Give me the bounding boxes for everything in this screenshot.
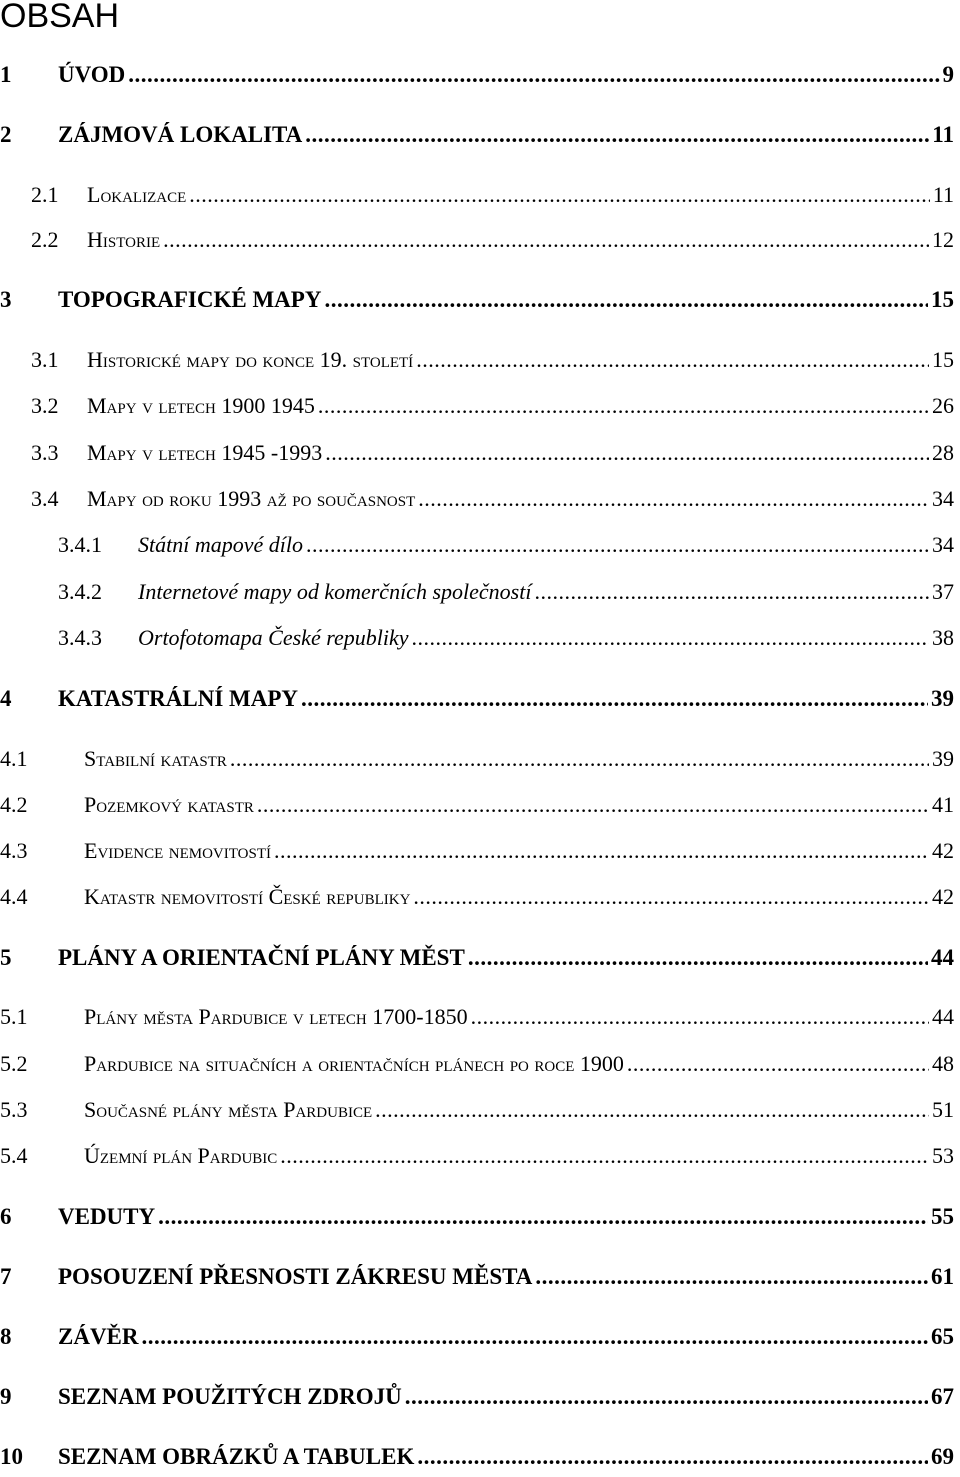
toc-entry-page: 48: [932, 1051, 954, 1076]
toc-entry[interactable]: [0, 122, 954, 152]
toc-entry-label: Internetové mapy od komerčních společností: [138, 579, 532, 604]
toc-entry[interactable]: [0, 1444, 954, 1474]
toc-entry[interactable]: [0, 182, 954, 212]
toc-entry-label: POSOUZENÍ PŘESNOSTI ZÁKRESU MĚSTA: [58, 1264, 533, 1289]
toc-entry[interactable]: [0, 1004, 954, 1034]
toc-entry[interactable]: [0, 440, 954, 470]
toc-entry-page: 61: [931, 1264, 954, 1289]
toc-entry-number: 4.2: [0, 792, 28, 817]
toc-entry-number: 3.4.2: [58, 579, 102, 604]
toc-entry-label: Lokalizace: [87, 182, 187, 207]
toc-entry-label: VEDUTY: [58, 1204, 156, 1229]
toc-entry-number: 3.3: [31, 440, 59, 465]
toc-entry[interactable]: [0, 945, 954, 975]
toc-entry[interactable]: [0, 1324, 954, 1354]
toc-entry-number: 8: [0, 1324, 12, 1349]
toc-entry-page: 42: [932, 884, 954, 909]
toc-entry-number: 3: [0, 287, 12, 312]
toc-entry-label: Státní mapové dílo: [138, 532, 303, 557]
toc-entry-number: 3.4.3: [58, 625, 102, 650]
toc-dot-leader: [306, 532, 929, 558]
toc-entry-label: Plány města Pardubice v letech 1700-1850: [84, 1004, 468, 1029]
toc-entry[interactable]: [0, 686, 954, 716]
toc-entry-page: 51: [932, 1097, 954, 1122]
toc-dot-leader: [413, 884, 929, 910]
toc-entry-page: 38: [932, 625, 954, 650]
toc-dot-leader: [468, 945, 928, 971]
toc-entry-number: 3.2: [31, 393, 59, 418]
toc-entry-number: 5.1: [0, 1004, 28, 1029]
toc-entry-number: 3.4: [31, 486, 59, 511]
toc-entry-number: 5: [0, 945, 12, 970]
toc-dot-leader: [280, 1143, 929, 1169]
toc-entry-page: 12: [932, 227, 954, 252]
toc-entry-label: Mapy v letech 1900 1945: [87, 393, 315, 418]
toc-entry-page: 69: [931, 1444, 954, 1469]
toc-entry-label: Pardubice na situačních a orientačních plánech po roce 1900: [84, 1051, 624, 1076]
toc-entry-page: 44: [931, 945, 954, 970]
toc-entry-label: Historické mapy do konce 19. století: [87, 347, 414, 372]
toc-entry[interactable]: [0, 838, 954, 868]
toc-entry-page: 67: [931, 1384, 954, 1409]
toc-entry-page: 42: [932, 838, 954, 863]
toc-entry-label: Pozemkový katastr: [84, 792, 254, 817]
toc-entry[interactable]: [0, 1097, 954, 1127]
toc-dot-leader: [416, 347, 929, 373]
toc-entry-number: 4: [0, 686, 12, 711]
toc-entry[interactable]: [0, 746, 954, 776]
toc-entry-page: 34: [932, 486, 954, 511]
toc-dot-leader: [411, 625, 929, 651]
toc-entry[interactable]: [0, 532, 954, 562]
toc-entry-label: Katastr nemovitostí České republiky: [84, 884, 411, 909]
toc-entry-label: SEZNAM OBRÁZKŮ A TABULEK: [58, 1444, 415, 1469]
toc-entry-label: TOPOGRAFICKÉ MAPY: [58, 287, 322, 312]
toc-entry-page: 44: [932, 1004, 954, 1029]
toc-entry-page: 55: [931, 1204, 954, 1229]
toc-entry-label: ZÁVĚR: [58, 1324, 139, 1349]
toc-entry-number: 9: [0, 1384, 12, 1409]
toc-dot-leader: [375, 1097, 929, 1123]
toc-entry-label: KATASTRÁLNÍ MAPY: [58, 686, 299, 711]
toc-entry-page: 26: [932, 393, 954, 418]
toc-entry-label: Historie: [87, 227, 161, 252]
toc-dot-leader: [471, 1004, 929, 1030]
toc-entry-number: 5.4: [0, 1143, 28, 1168]
toc-dot-leader: [417, 1444, 928, 1470]
toc-dot-leader: [158, 1204, 928, 1230]
toc-entry-number: 4.3: [0, 838, 28, 863]
toc-entry-label: SEZNAM POUŽITÝCH ZDROJŮ: [58, 1384, 402, 1409]
toc-entry-label: Evidence nemovitostí: [84, 838, 271, 863]
toc-dot-leader: [627, 1051, 929, 1077]
toc-entry-page: 41: [932, 792, 954, 817]
toc-entry[interactable]: [0, 347, 954, 377]
toc-entry[interactable]: [0, 1264, 954, 1294]
toc-entry-page: 39: [931, 686, 954, 711]
toc-entry-page: 34: [932, 532, 954, 557]
toc-entry[interactable]: [0, 62, 954, 92]
toc-entry[interactable]: [0, 227, 954, 257]
toc-entry-label: ZÁJMOVÁ LOKALITA: [58, 122, 303, 147]
toc-dot-leader: [301, 686, 928, 712]
toc-dot-leader: [535, 1264, 928, 1290]
toc-entry-page: 9: [942, 62, 954, 87]
toc-entry[interactable]: [0, 1204, 954, 1234]
toc-entry-number: 2.1: [31, 182, 59, 207]
toc-entry-page: 39: [932, 746, 954, 771]
toc-entry-page: 28: [932, 440, 954, 465]
toc-dot-leader: [318, 393, 929, 419]
toc-dot-leader: [142, 1324, 928, 1350]
toc-entry-label: Současné plány města Pardubice: [84, 1097, 373, 1122]
toc-dot-leader: [534, 579, 929, 605]
toc-dot-leader: [305, 122, 929, 148]
toc-entry-number: 5.3: [0, 1097, 28, 1122]
toc-entry-label: Mapy od roku 1993 až po současnost: [87, 486, 416, 511]
toc-dot-leader: [324, 287, 928, 313]
toc-dot-leader: [405, 1384, 928, 1410]
toc-entry[interactable]: [0, 625, 954, 655]
toc-entry-number: 7: [0, 1264, 12, 1289]
toc-dot-leader: [163, 227, 929, 253]
toc-entry-label: Mapy v letech 1945 -1993: [87, 440, 323, 465]
toc-entry-number: 3.4.1: [58, 532, 102, 557]
toc-dot-leader: [128, 62, 939, 88]
toc-dot-leader: [418, 486, 929, 512]
toc-entry-number: 4.1: [0, 746, 28, 771]
toc-entry[interactable]: [0, 486, 954, 516]
toc-entry-label: Stabilní katastr: [84, 746, 227, 771]
toc-entry-number: 1: [0, 62, 12, 87]
toc-entry-page: 37: [932, 579, 954, 604]
toc-entry-label: PLÁNY A ORIENTAČNÍ PLÁNY MĚST: [58, 945, 465, 970]
toc-dot-leader: [325, 440, 929, 466]
toc-entry[interactable]: [0, 884, 954, 914]
toc-entry[interactable]: [0, 393, 954, 423]
toc-entry[interactable]: [0, 579, 954, 609]
toc-entry-page: 15: [931, 287, 954, 312]
toc-entry-number: 2.2: [31, 227, 59, 252]
toc-entry[interactable]: [0, 1384, 954, 1414]
toc-entry-page: 53: [932, 1143, 954, 1168]
toc-entry-page: 11: [932, 122, 954, 147]
toc-dot-leader: [230, 746, 929, 772]
toc-entry-label: Územní plán Pardubic: [84, 1143, 278, 1168]
toc-entry[interactable]: [0, 1051, 954, 1081]
toc-entry-page: 15: [932, 347, 954, 372]
toc-entry-page: 65: [931, 1324, 954, 1349]
toc-dot-leader: [274, 838, 929, 864]
toc-entry[interactable]: [0, 792, 954, 822]
toc-entry[interactable]: [0, 287, 954, 317]
toc-entry-number: 4.4: [0, 884, 28, 909]
toc-entry-label: Ortofotomapa České republiky: [138, 625, 409, 650]
toc-dot-leader: [257, 792, 929, 818]
toc-entry-number: 3.1: [31, 347, 59, 372]
toc-dot-leader: [189, 182, 930, 208]
toc-entry-page: 11: [932, 182, 954, 207]
toc-entry-number: 6: [0, 1204, 12, 1229]
toc-entry-number: 5.2: [0, 1051, 28, 1076]
toc-entry[interactable]: [0, 1143, 954, 1173]
toc-entry-label: ÚVOD: [58, 62, 126, 87]
toc-entry-number: 2: [0, 122, 12, 147]
toc-entry-number: 10: [0, 1444, 23, 1469]
page-title: OBSAH: [0, 0, 120, 35]
